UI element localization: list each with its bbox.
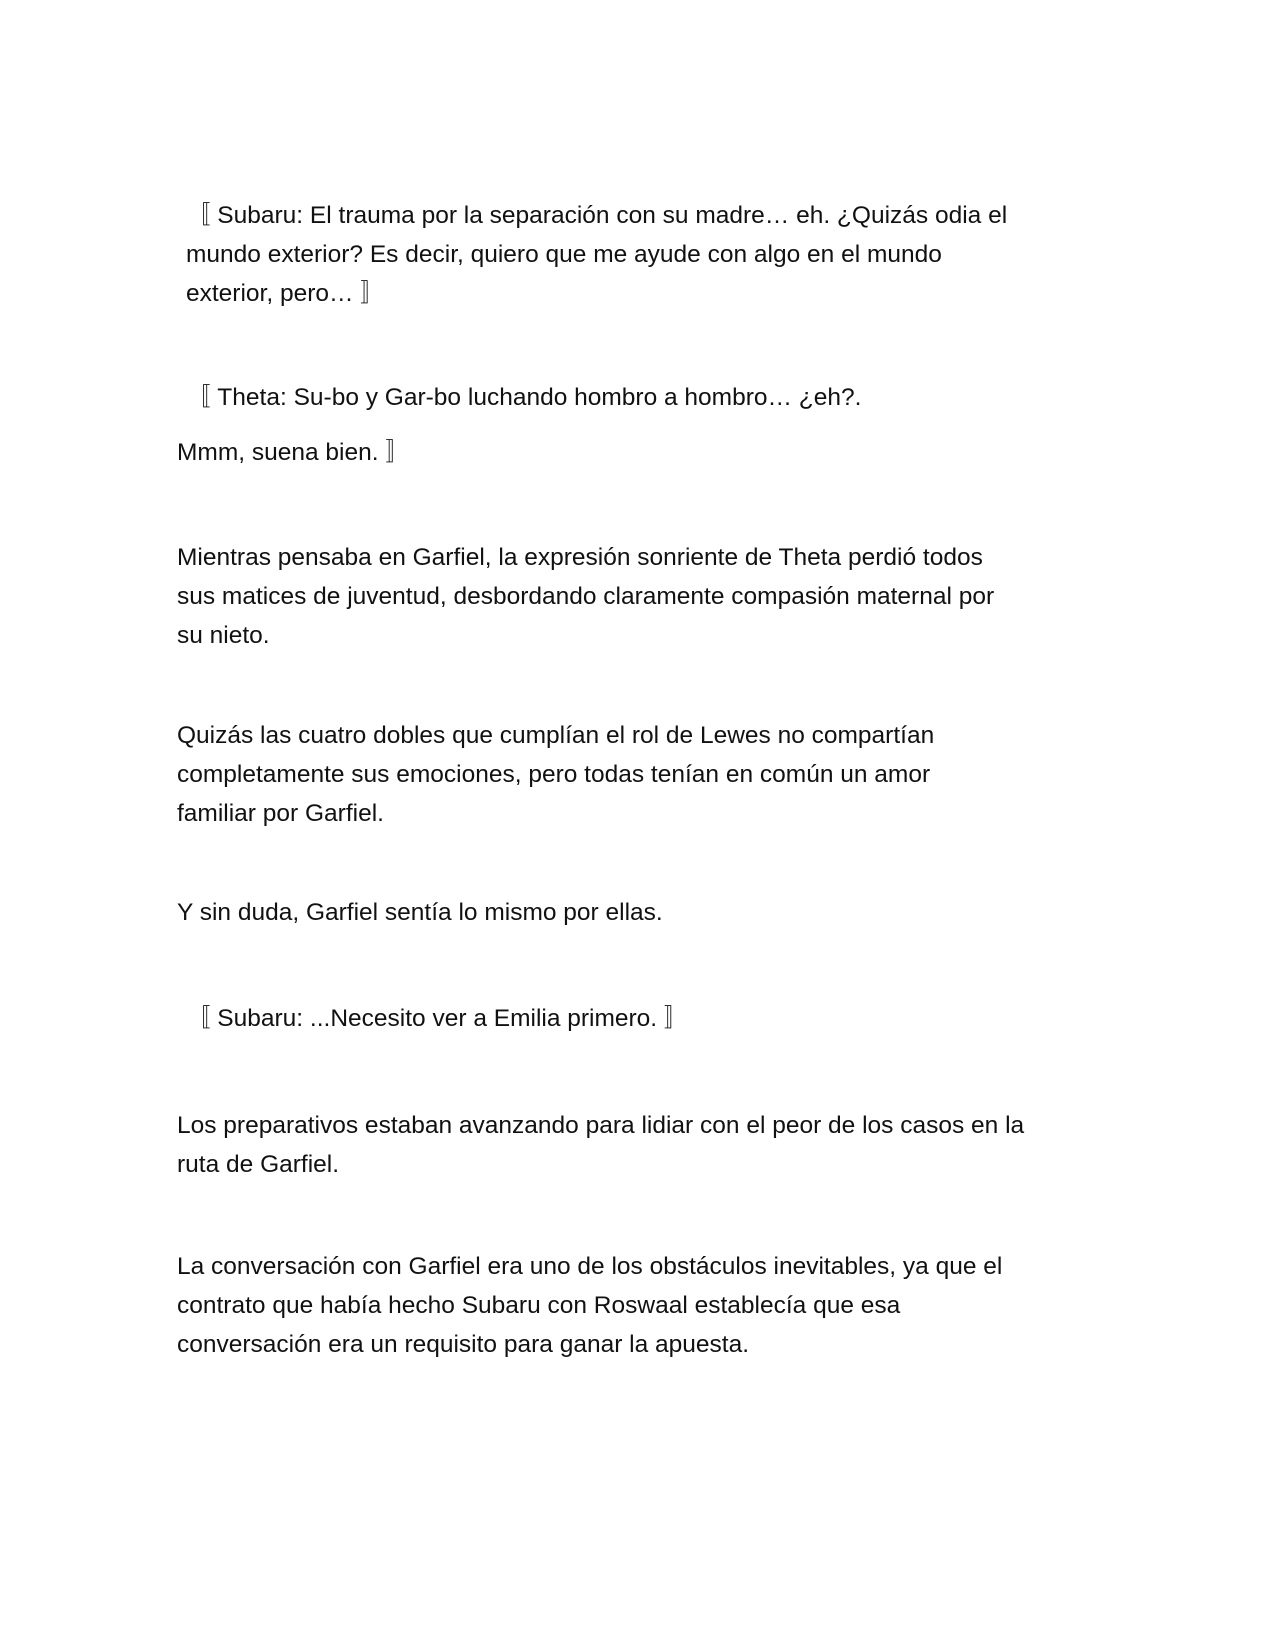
dialogue-theta-continued: Mmm, suena bien. 〛 [177, 439, 410, 466]
narration-paragraph: Mientras pensaba en Garfiel, la expresión sonriente de Theta perdió todos sus matices de juventud, desbordando claramente compasión maternal por su nieto. [177, 544, 995, 649]
dialogue-subaru-trauma: 〚 Subaru: El trauma por la separación con su madre… eh. ¿Quizás odia el mundo exterior? Es decir, quiero que me ayude con algo en el mundo exterior, pero… 〛 [186, 202, 1008, 307]
narration-paragraph: Los preparativos estaban avanzando para lidiar con el peor de los casos en la ruta de Garfiel. [177, 1112, 1025, 1178]
narration-paragraph: La conversación con Garfiel era uno de los obstáculos inevitables, ya que el contrato que había hecho Subaru con Roswaal establecía que esa conversación era un requisito para ganar la apuesta. [177, 1253, 1003, 1358]
narration-paragraph: Y sin duda, Garfiel sentía lo mismo por ellas. [177, 899, 663, 926]
dialogue-subaru-emilia: 〚 Subaru: ...Necesito ver a Emilia primero. 〛 [186, 1005, 689, 1032]
narration-paragraph: Quizás las cuatro dobles que cumplían el rol de Lewes no compartían completamente sus emociones, pero todas tenían en común un amor familiar por Garfiel. [177, 722, 935, 827]
dialogue-theta: 〚 Theta: Su-bo y Gar-bo luchando hombro a hombro… ¿eh?. [186, 384, 862, 411]
